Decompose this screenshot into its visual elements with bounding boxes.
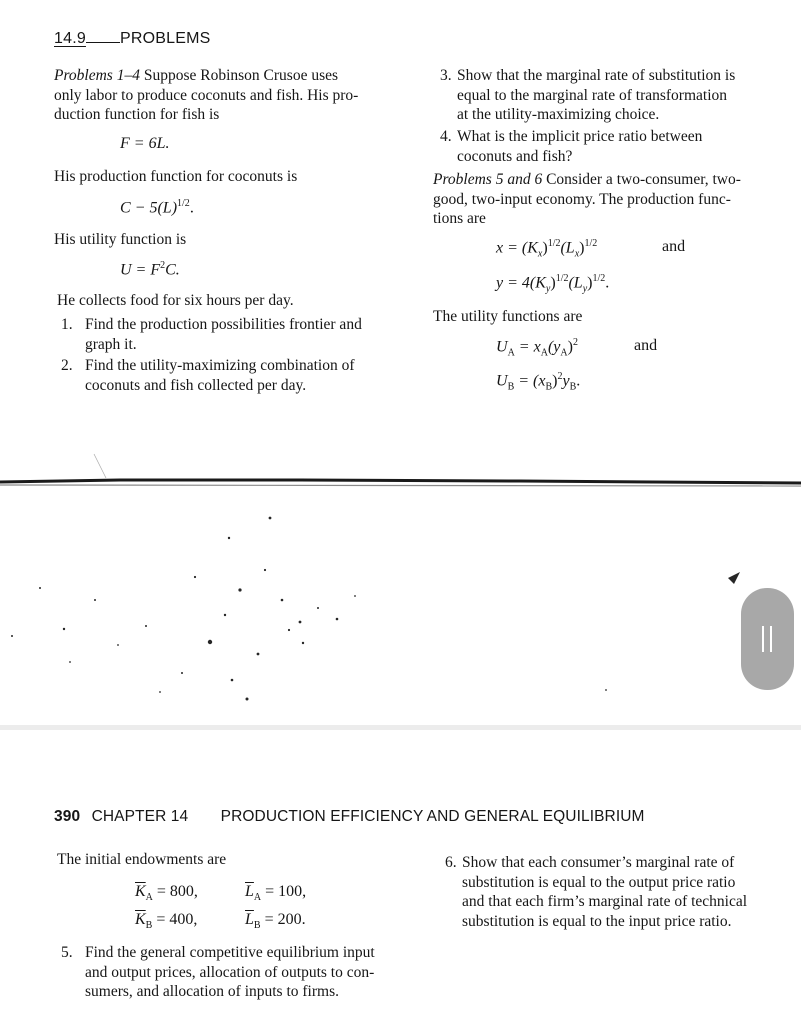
utility-b-equation: $U_B = (x_B)^2y_B$. [496,371,581,393]
grip-line-left [762,626,764,652]
scan-specks [11,517,740,701]
intro-label: Problems 1–4 [54,67,140,84]
utility-intro: His utility function is [54,231,187,248]
problems-5-6-intro: Problems 5 and 6 Consider a two-consumer, two- good, two-input economy. The production func- tions are [433,171,741,227]
coconut-intro: His production function for coconuts is [54,168,298,185]
page-edge-line [0,480,801,483]
section-heading [54,30,210,48]
grip-line-right [770,626,772,652]
problem-1: 1. Find the production possibilities frontier and graph it. [61,316,362,353]
utility-functions-intro: The utility functions are [433,308,583,325]
lower-page-border [0,725,801,730]
problem-4: 4. What is the implicit price ratio between coconuts and fish? [440,128,703,165]
utility-a-equation: $U_A = x_A(y_A)^2$ [496,337,578,359]
problem-2: 2. Find the utility-maximizing combination of coconuts and fish collected per day. [61,357,355,394]
endowment-kb: $\overline{K}_B = 400$, [135,911,198,932]
arrow-speck [728,572,740,584]
coconut-production-equation: $C - 5(L)^{1/2}$. [120,198,194,217]
section-title: PROBLEMS [119,30,211,47]
problem-5: 5. Find the general competitive equilibrium input and output prices, allocation of outputs to con- sumers, and allocation of inputs to firms. [61,944,375,1000]
intro-label: Problems 5 and 6 [433,171,543,188]
and-label: and [662,238,686,255]
page-number: 390 [54,808,81,825]
y-production-equation: $y = 4(K_y)^{1/2}(L_y)^{1/2}$. [496,273,610,295]
fish-production-equation: F = 6L. [120,135,170,152]
endowment-ka: $\overline{K}_A = 800$, [135,883,198,904]
chapter-title: PRODUCTION EFFICIENCY AND GENERAL EQUILIBRIUM [220,808,645,825]
endowment-lb: $\overline{L}_B = 200$. [245,911,306,932]
problem-3: 3. Show that the marginal rate of substitution is equal to the marginal rate of transformation at the utility-maximizing choice. [440,67,736,123]
and-label-2: and [634,337,658,354]
endowment-la: $\overline{L}_A = 100$, [245,883,307,904]
scroll-handle[interactable] [741,588,794,690]
utility-equation: $U = F^2C$. [120,260,180,279]
problems-1-4-intro: Problems 1–4 Suppose Robinson Crusoe uses only labor to produce coconuts and fish. His pro- duction function for fish is [54,67,359,123]
faint-crease-line [94,454,106,478]
page-edge-shadow [0,485,801,486]
page-header [54,808,645,826]
page-edge-band [0,440,801,730]
chapter-label: CHAPTER 14 [91,808,189,825]
x-production-equation: $x = (K_x)^{1/2}(L_x)^{1/2}$ [496,238,598,260]
section-number: 14.9 [54,30,86,47]
problem-6: 6. Show that each consumer’s marginal rate of substitution is equal to the output price ratio and that each firm’s marginal rate of technical substitution is equal to the input price ratio. [445,854,748,930]
hours-statement: He collects food for six hours per day. [57,292,294,309]
endowments-intro: The initial endowments are [57,851,227,868]
